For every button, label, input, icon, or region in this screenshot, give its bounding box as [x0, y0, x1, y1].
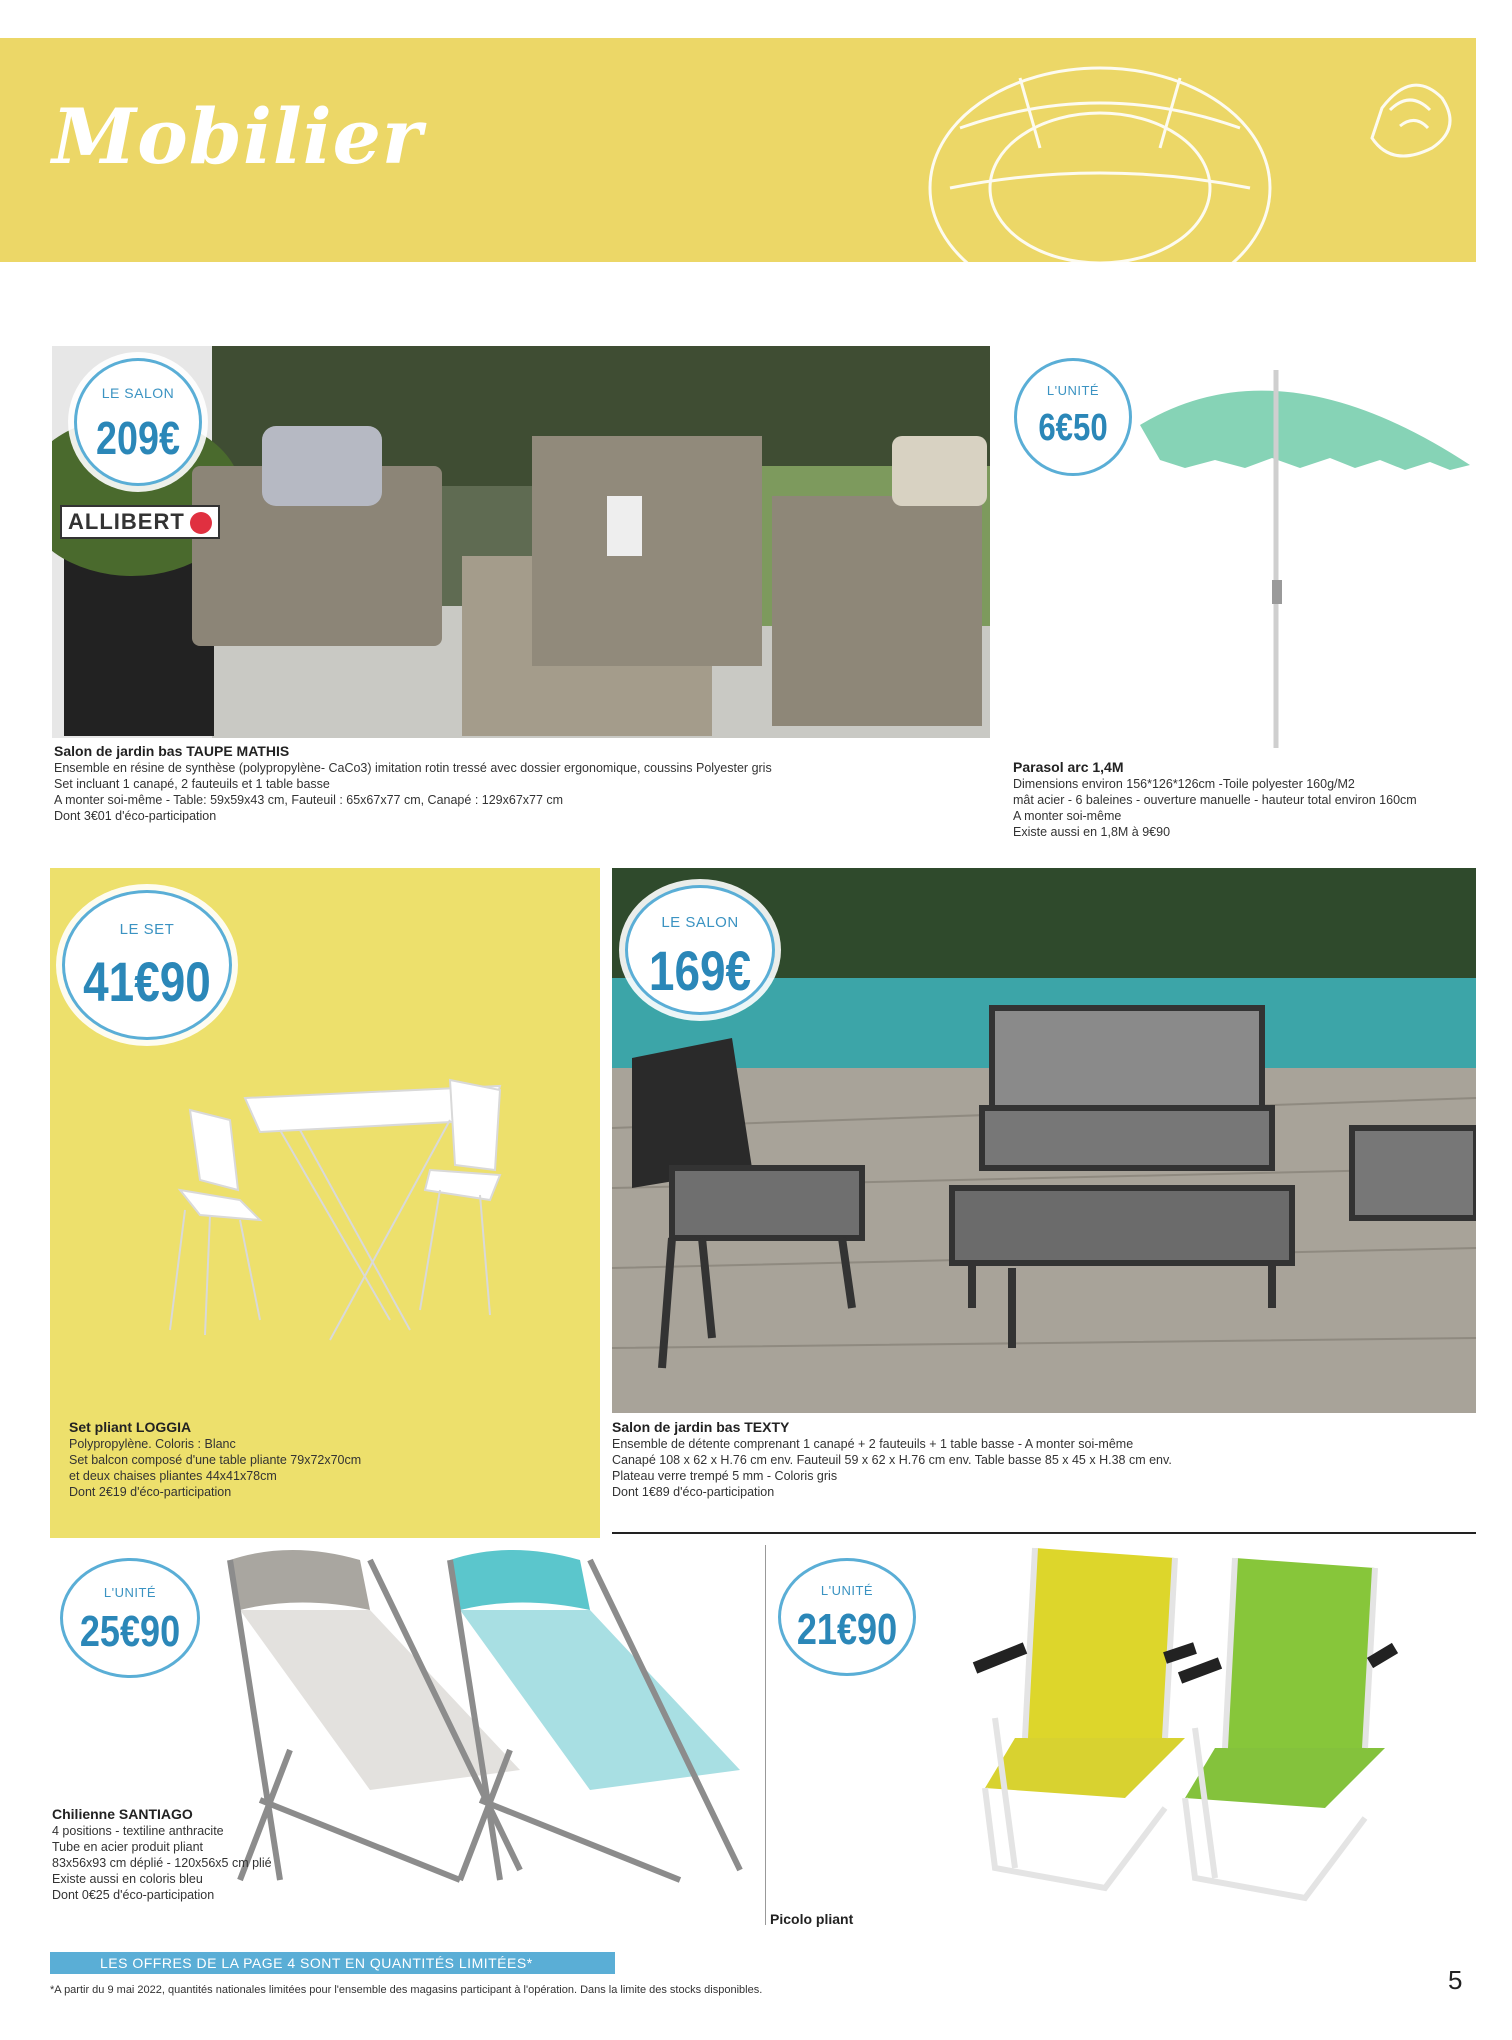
price-label: LE SET — [119, 921, 175, 938]
product-title: Chilienne SANTIAGO — [52, 1806, 193, 1822]
product-detail: Existe aussi en 1,8M à 9€90 — [1013, 825, 1171, 839]
product-detail: Dont 3€01 d'éco-participation — [54, 809, 217, 823]
brand-name: ALLIBERT — [68, 509, 185, 534]
footnote: *A partir du 9 mai 2022, quantités nationales limitées pour l'ensemble des magasins participant à l'opération. Dans la limite des stocks disponibles. — [50, 1984, 763, 1996]
product-detail: Polypropylène. Coloris : Blanc — [69, 1437, 236, 1451]
brand-mark-icon — [190, 512, 212, 534]
price-value: 6€50 — [1038, 407, 1108, 449]
price-label: L'UNITÉ — [820, 1583, 874, 1598]
product-detail: Ensemble en résine de synthèse (polypropylène- CaCo3) imitation rotin tressé avec dossier ergonomique, coussins Polyester gris — [54, 761, 772, 775]
product-title: Picolo pliant — [770, 1911, 854, 1927]
brand-logo — [60, 505, 220, 539]
product-title: Set pliant LOGGIA — [69, 1419, 192, 1435]
picolo-description — [770, 1910, 970, 1928]
product-detail: A monter soi-même — [1013, 809, 1122, 823]
price-label: L'UNITÉ — [103, 1585, 157, 1600]
picolo-price-badge — [778, 1558, 916, 1676]
chilienne-description — [52, 1805, 412, 1903]
price-value: 21€90 — [796, 1605, 898, 1654]
product-detail: Tube en acier produit pliant — [52, 1840, 204, 1854]
salon-taupe-price-badge — [74, 358, 202, 486]
product-detail: et deux chaises pliantes 44x41x78cm — [69, 1469, 277, 1483]
limited-quantity-notice: LES OFFRES DE LA PAGE 4 SONT EN QUANTITÉS LIMITÉES* — [50, 1952, 615, 1974]
product-detail: Set balcon composé d'une table pliante 79x72x70cm — [69, 1453, 362, 1467]
price-label: L'UNITÉ — [1046, 383, 1100, 398]
loggia-description — [69, 1418, 589, 1500]
product-detail: mât acier - 6 baleines - ouverture manuelle - hauteur total environ 160cm — [1013, 793, 1417, 807]
product-detail: 83x56x93 cm déplié - 120x56x5 cm plié — [52, 1856, 272, 1870]
salon-texty-description — [612, 1418, 1472, 1500]
price-value: 209€ — [96, 412, 180, 464]
product-detail: Ensemble de détente comprenant 1 canapé + 2 fauteuils + 1 table basse - A monter soi-même — [612, 1437, 1134, 1451]
loggia-photo — [60, 1050, 600, 1360]
picolo-photo — [965, 1538, 1415, 1938]
product-title: Salon de jardin bas TAUPE MATHIS — [54, 743, 290, 759]
page-number: 5 — [1448, 1965, 1463, 1995]
loggia-price-badge — [62, 890, 232, 1040]
product-detail: Canapé 108 x 62 x H.76 cm env. Fauteuil 59 x 62 x H.76 cm env. Table basse 85 x 45 x H.38 cm env. — [612, 1453, 1172, 1467]
section-divider — [612, 1532, 1476, 1534]
product-detail: Dont 1€89 d'éco-participation — [612, 1485, 775, 1499]
product-detail: Set incluant 1 canapé, 2 fauteuils et 1 table basse — [54, 777, 330, 791]
product-detail: Existe aussi en coloris bleu — [52, 1872, 203, 1886]
product-title: Salon de jardin bas TEXTY — [612, 1419, 790, 1435]
page-title: Mobilier — [52, 92, 423, 181]
price-value: 41€90 — [83, 950, 211, 1013]
product-title: Parasol arc 1,4M — [1013, 759, 1124, 775]
product-detail: Dont 2€19 d'éco-participation — [69, 1485, 232, 1499]
parasol-description — [1013, 758, 1473, 840]
product-detail: Plateau verre trempé 5 mm - Coloris gris — [612, 1469, 838, 1483]
lifebuoy-decoration — [920, 38, 1476, 262]
product-detail: A monter soi-même - Table: 59x59x43 cm, Fauteuil : 65x67x77 cm, Canapé : 129x67x77 cm — [54, 793, 564, 807]
salon-texty-price-badge — [625, 885, 775, 1015]
product-detail: Dont 0€25 d'éco-participation — [52, 1888, 215, 1902]
price-value: 25€90 — [79, 1607, 181, 1656]
price-value: 169€ — [648, 939, 752, 1002]
price-label: LE SALON — [101, 385, 175, 401]
product-detail: Dimensions environ 156*126*126cm -Toile polyester 160g/M2 — [1013, 777, 1355, 791]
column-divider — [765, 1545, 766, 1925]
chilienne-price-badge — [60, 1558, 200, 1678]
product-detail: 4 positions - textiline anthracite — [52, 1824, 224, 1838]
price-label: LE SALON — [661, 914, 739, 931]
salon-taupe-description — [54, 742, 954, 824]
parasol-price-badge — [1014, 358, 1132, 476]
